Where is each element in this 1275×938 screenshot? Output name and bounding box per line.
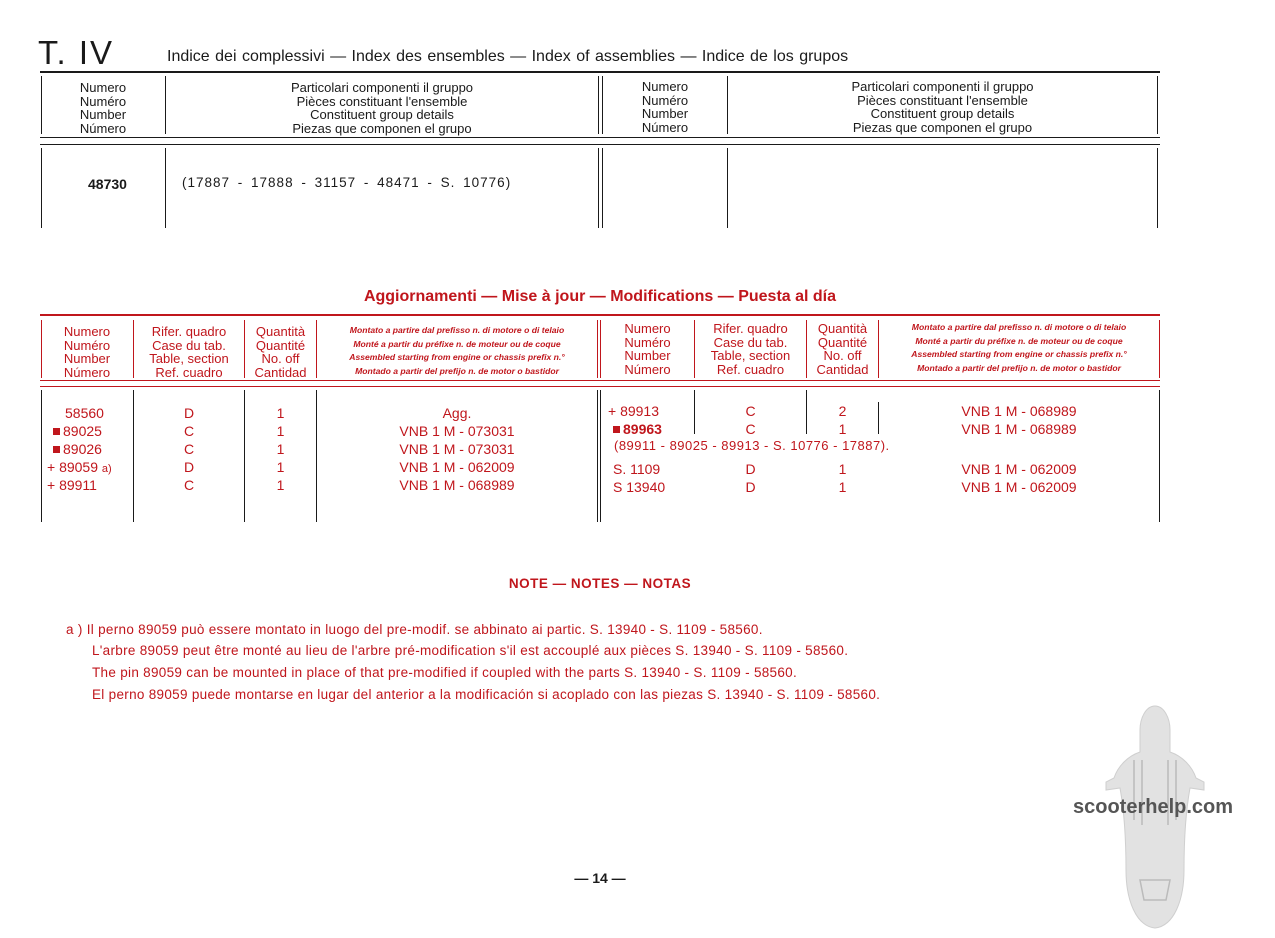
col-divider <box>41 390 42 522</box>
square-bullet-icon <box>53 428 60 435</box>
col-divider <box>1157 76 1158 134</box>
col-divider <box>1159 320 1160 378</box>
updates-qty-header: Quantità Quantité No. off Cantidad <box>254 324 307 380</box>
update-row-number: 89963 <box>613 420 662 438</box>
assembly-number-header-right: Numero Numéro Number Número <box>641 79 689 135</box>
update-row-fitted: VNB 1 M - 068989 <box>961 403 1077 419</box>
square-bullet-icon <box>53 446 60 453</box>
updates-body-rule <box>40 386 1160 387</box>
update-row-qty: 1 <box>276 405 285 421</box>
col-divider <box>598 148 599 228</box>
updates-header-rule <box>40 380 1160 381</box>
updates-title: Aggiornamenti — Mise à jour — Modifications — Puesta al día <box>363 288 837 305</box>
update-row-fitted: VNB 1 M - 073031 <box>399 423 515 439</box>
updates-ref-header-right: Rifer. quadro Case du tab. Table, section Ref. cuadro <box>710 321 791 377</box>
update-row-fitted: Agg. <box>442 405 472 421</box>
col-divider <box>165 148 166 228</box>
updates-fitted-header-right: Montato a partire dal prefisso n. di motore o di telaio Monté a partir du préfixe n. de moteur ou de coque Assembled starting from engine or chassis prefix n.° Montado a partir del prefijo n. de motor o bastidor <box>911 322 1127 373</box>
watermark-text: scooterhelp.com <box>1073 796 1234 818</box>
updates-qty-header-right: Quantità Quantité No. off Cantidad <box>816 321 869 377</box>
updates-fitted-header: Montato a partire dal prefisso n. di motore o di telaio Monté a partir du préfixe n. de moteur ou de coque Assembled starting from engine or chassis prefix n.° Montado a partir del prefijo n. de motor o bastidor <box>349 325 565 376</box>
col-divider <box>1157 148 1158 228</box>
note-line: The pin 89059 can be mounted in place of that pre-modified if coupled with the parts S. 13940 - S. 1109 - 58560. <box>92 665 798 680</box>
assembly-number: 48730 <box>88 176 127 192</box>
update-row-ref: C <box>745 421 756 437</box>
top-rule <box>40 71 1160 73</box>
update-row-qty: 1 <box>838 479 847 495</box>
col-divider <box>597 390 598 522</box>
update-row-qty: 1 <box>838 461 847 477</box>
col-divider <box>602 148 603 228</box>
assembly-parts-header-right: Particolari componenti il gruppo Pièces constituant l'ensemble Constituent group details Piezas que componen el grupo <box>851 79 1034 135</box>
update-row-number: 58560 <box>65 405 104 421</box>
assembly-parts: (17887 - 17888 - 31157 - 48471 - S. 10776) <box>182 175 512 190</box>
update-row-qty: 2 <box>838 403 847 419</box>
update-row-number: + 89911 <box>47 477 97 493</box>
col-divider <box>600 390 601 522</box>
table-label: T. IV <box>38 34 115 71</box>
update-row-qty: 1 <box>276 477 285 493</box>
update-row-ref: D <box>745 479 756 495</box>
update-row-number: + 89913 <box>608 403 659 419</box>
updates-ref-header: Rifer. quadro Case du tab. Table, section Ref. cuadro <box>149 324 229 380</box>
updates-number-header-right: Numero Numéro Number Número <box>624 321 671 377</box>
square-bullet-icon <box>613 426 620 433</box>
update-row-number: 89026 <box>53 440 102 458</box>
updates-number-header: Numero Numéro Number Número <box>63 324 111 380</box>
update-row-ref: C <box>183 441 195 457</box>
update-row-number: + 89059 a) <box>47 459 112 475</box>
updates-top-rule <box>40 314 1160 316</box>
note-line: L'arbre 89059 peut être monté au lieu de l'arbre pré-modification s'il est accouplé aux pièces S. 13940 - S. 1109 - 58560. <box>92 643 849 658</box>
update-row-ref: D <box>183 405 195 421</box>
col-divider <box>727 148 728 228</box>
update-row-qty: 1 <box>838 421 847 437</box>
update-row-qty: 1 <box>276 423 285 439</box>
update-row-number: S. 1109 <box>613 461 661 477</box>
col-divider <box>41 148 42 228</box>
update-row-fitted: VNB 1 M - 068989 <box>399 477 515 493</box>
update-row-qty: 1 <box>276 459 285 475</box>
col-divider <box>598 76 599 134</box>
update-row-fitted: VNB 1 M - 062009 <box>961 479 1077 495</box>
update-row-ref: D <box>183 459 195 475</box>
update-row-fitted: VNB 1 M - 062009 <box>961 461 1077 477</box>
col-divider <box>1159 390 1160 522</box>
note-line: a ) Il perno 89059 può essere montato in luogo del pre-modif. se abbinato ai partic. S. 13940 - S. 1109 - 58560. <box>66 622 763 637</box>
update-row-fitted: VNB 1 M - 073031 <box>399 441 515 457</box>
update-row-ref: D <box>745 461 756 477</box>
update-row-ref: C <box>183 477 195 493</box>
update-row-ref: C <box>745 403 756 419</box>
update-row-number: S 13940 <box>613 479 666 495</box>
notes-title: NOTE — NOTES — NOTAS <box>508 576 692 591</box>
update-row-fitted: VNB 1 M - 062009 <box>399 459 515 475</box>
assembly-parts-header: Particolari componenti il gruppo Pièces constituant l'ensemble Constituent group details Piezas que componen el grupo <box>290 80 474 136</box>
body-top-rule <box>40 144 1160 145</box>
index-title: Indice dei complessivi — Index des ensembles — Index of assemblies — Indice de los grupos <box>167 48 849 65</box>
update-row-number: 89025 <box>53 422 102 440</box>
col-divider <box>597 320 598 378</box>
page-number: — 14 — <box>574 870 626 886</box>
header-bottom-rule <box>40 137 1160 138</box>
update-row-qty: 1 <box>276 441 285 457</box>
update-row-ref: C <box>183 423 195 439</box>
assembly-number-header: Numero Numéro Number Número <box>79 80 127 136</box>
group-note: (89911 - 89025 - 89913 - S. 10776 - 17887). <box>614 438 890 453</box>
update-row-fitted: VNB 1 M - 068989 <box>961 421 1077 437</box>
note-line: El perno 89059 puede montarse en lugar del anterior a la modificación si acoplado con las piezas S. 13940 - S. 1109 - 58560. <box>92 687 881 702</box>
